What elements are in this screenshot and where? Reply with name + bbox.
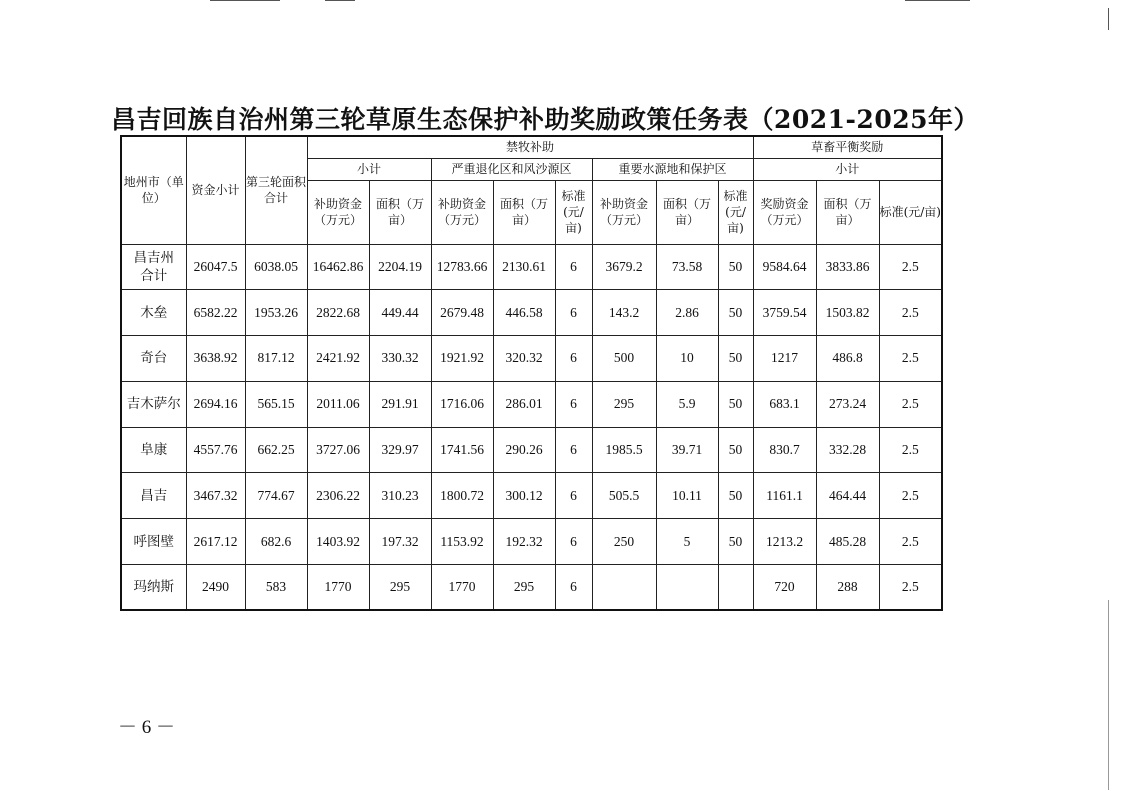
value-cell: 1921.92	[431, 336, 493, 382]
value-cell: 4557.76	[186, 427, 245, 473]
value-cell: 5	[656, 519, 718, 565]
value-cell: 6	[555, 427, 592, 473]
value-cell: 9584.64	[753, 244, 816, 290]
scan-mark-right-2	[1108, 600, 1109, 790]
header-zone2: 重要水源地和保护区	[592, 158, 753, 180]
value-cell	[592, 565, 656, 611]
value-cell: 2.5	[879, 381, 942, 427]
value-cell: 2617.12	[186, 519, 245, 565]
value-cell: 197.32	[369, 519, 431, 565]
value-cell: 50	[718, 381, 753, 427]
value-cell: 50	[718, 519, 753, 565]
value-cell: 486.8	[816, 336, 879, 382]
value-cell: 6	[555, 473, 592, 519]
header-area-total: 第三轮面积合计	[245, 136, 307, 244]
value-cell: 662.25	[245, 427, 307, 473]
value-cell: 73.58	[656, 244, 718, 290]
value-cell: 320.32	[493, 336, 555, 382]
value-cell: 2822.68	[307, 290, 369, 336]
value-cell: 1503.82	[816, 290, 879, 336]
value-cell: 1217	[753, 336, 816, 382]
value-cell: 2490	[186, 565, 245, 611]
value-cell: 830.7	[753, 427, 816, 473]
value-cell: 143.2	[592, 290, 656, 336]
value-cell: 6038.05	[245, 244, 307, 290]
document-title: 昌吉回族自治州第三轮草原生态保护补助奖励政策任务表（2021-2025年）	[110, 105, 980, 134]
value-cell: 6	[555, 565, 592, 611]
value-cell: 2.5	[879, 336, 942, 382]
value-cell: 2.5	[879, 244, 942, 290]
header-fund-subtotal: 资金小计	[186, 136, 245, 244]
region-name-cell: 木垒	[121, 290, 186, 336]
value-cell: 3467.32	[186, 473, 245, 519]
value-cell: 26047.5	[186, 244, 245, 290]
value-cell: 50	[718, 290, 753, 336]
value-cell: 2306.22	[307, 473, 369, 519]
header-area: 面积（万亩）	[369, 180, 431, 244]
value-cell: 464.44	[816, 473, 879, 519]
value-cell: 6	[555, 336, 592, 382]
table-row	[121, 427, 942, 473]
value-cell: 1770	[307, 565, 369, 611]
value-cell: 2.5	[879, 427, 942, 473]
value-cell: 2694.16	[186, 381, 245, 427]
value-cell: 6	[555, 290, 592, 336]
value-cell: 330.32	[369, 336, 431, 382]
region-name-cell: 奇台	[121, 336, 186, 382]
value-cell: 2011.06	[307, 381, 369, 427]
value-cell: 1770	[431, 565, 493, 611]
value-cell: 2130.61	[493, 244, 555, 290]
value-cell: 500	[592, 336, 656, 382]
region-name-cell: 吉木萨尔	[121, 381, 186, 427]
header-grazing-ban: 禁牧补助	[307, 136, 753, 158]
region-name-cell: 昌吉州合计	[121, 244, 186, 290]
scan-mark-top-1	[210, 0, 280, 1]
value-cell: 446.58	[493, 290, 555, 336]
header-zone1-standard: 标准(元/亩)	[555, 180, 592, 244]
value-cell: 720	[753, 565, 816, 611]
value-cell: 310.23	[369, 473, 431, 519]
table-row	[121, 381, 942, 427]
value-cell: 16462.86	[307, 244, 369, 290]
value-cell: 50	[718, 473, 753, 519]
region-name-cell: 昌吉	[121, 473, 186, 519]
value-cell: 1741.56	[431, 427, 493, 473]
value-cell: 273.24	[816, 381, 879, 427]
header-subtotal: 小计	[307, 158, 431, 180]
value-cell: 1213.2	[753, 519, 816, 565]
value-cell: 3727.06	[307, 427, 369, 473]
value-cell: 3759.54	[753, 290, 816, 336]
value-cell: 295	[592, 381, 656, 427]
header-region: 地州市（单位）	[121, 136, 186, 244]
value-cell: 565.15	[245, 381, 307, 427]
value-cell: 5.9	[656, 381, 718, 427]
value-cell: 3638.92	[186, 336, 245, 382]
value-cell: 2.5	[879, 565, 942, 611]
header-zone1-area: 面积（万亩）	[493, 180, 555, 244]
scan-mark-right-1	[1108, 8, 1109, 30]
value-cell: 12783.66	[431, 244, 493, 290]
region-name-cell: 阜康	[121, 427, 186, 473]
region-name-cell: 玛纳斯	[121, 565, 186, 611]
table-row	[121, 290, 942, 336]
header-reward-standard: 标准(元/亩)	[879, 180, 942, 244]
value-cell: 50	[718, 427, 753, 473]
value-cell: 1800.72	[431, 473, 493, 519]
header-reward-area: 面积（万亩）	[816, 180, 879, 244]
value-cell: 1985.5	[592, 427, 656, 473]
value-cell: 1153.92	[431, 519, 493, 565]
header-zone1: 严重退化区和风沙源区	[431, 158, 592, 180]
value-cell: 192.32	[493, 519, 555, 565]
value-cell: 1403.92	[307, 519, 369, 565]
header-zone2-area: 面积（万亩）	[656, 180, 718, 244]
header-zone2-fund: 补助资金（万元）	[592, 180, 656, 244]
value-cell	[718, 565, 753, 611]
value-cell: 3679.2	[592, 244, 656, 290]
value-cell: 1716.06	[431, 381, 493, 427]
header-zone1-fund: 补助资金（万元）	[431, 180, 493, 244]
region-name-cell: 呼图壁	[121, 519, 186, 565]
value-cell: 10.11	[656, 473, 718, 519]
header-reward-fund: 奖励资金（万元）	[753, 180, 816, 244]
value-cell: 3833.86	[816, 244, 879, 290]
value-cell: 39.71	[656, 427, 718, 473]
value-cell: 2.5	[879, 473, 942, 519]
page-number: － 6 －	[118, 717, 176, 738]
task-table	[120, 135, 943, 611]
value-cell: 50	[718, 336, 753, 382]
value-cell: 329.97	[369, 427, 431, 473]
value-cell: 774.67	[245, 473, 307, 519]
value-cell: 2.86	[656, 290, 718, 336]
value-cell: 6582.22	[186, 290, 245, 336]
value-cell: 50	[718, 244, 753, 290]
value-cell: 288	[816, 565, 879, 611]
value-cell: 449.44	[369, 290, 431, 336]
value-cell: 250	[592, 519, 656, 565]
table-row	[121, 519, 942, 565]
value-cell: 505.5	[592, 473, 656, 519]
value-cell: 332.28	[816, 427, 879, 473]
value-cell: 6	[555, 244, 592, 290]
value-cell: 291.91	[369, 381, 431, 427]
value-cell: 817.12	[245, 336, 307, 382]
value-cell: 683.1	[753, 381, 816, 427]
table-row	[121, 473, 942, 519]
value-cell: 583	[245, 565, 307, 611]
value-cell: 10	[656, 336, 718, 382]
value-cell: 2204.19	[369, 244, 431, 290]
value-cell: 1161.1	[753, 473, 816, 519]
value-cell: 485.28	[816, 519, 879, 565]
header-zone2-standard: 标准(元/亩)	[718, 180, 753, 244]
value-cell: 2.5	[879, 290, 942, 336]
table-row	[121, 244, 942, 290]
table-row	[121, 565, 942, 611]
value-cell: 286.01	[493, 381, 555, 427]
header-subsidy-fund: 补助资金（万元）	[307, 180, 369, 244]
value-cell: 6	[555, 381, 592, 427]
value-cell	[656, 565, 718, 611]
scan-mark-top-2	[325, 0, 355, 1]
value-cell: 295	[369, 565, 431, 611]
value-cell: 300.12	[493, 473, 555, 519]
value-cell: 2421.92	[307, 336, 369, 382]
value-cell: 1953.26	[245, 290, 307, 336]
value-cell: 290.26	[493, 427, 555, 473]
header-reward-subtotal: 小计	[753, 158, 942, 180]
scan-mark-top-3	[905, 0, 970, 1]
value-cell: 2.5	[879, 519, 942, 565]
table-row	[121, 336, 942, 382]
value-cell: 6	[555, 519, 592, 565]
value-cell: 2679.48	[431, 290, 493, 336]
value-cell: 295	[493, 565, 555, 611]
header-grass-balance: 草畜平衡奖励	[753, 136, 942, 158]
value-cell: 682.6	[245, 519, 307, 565]
